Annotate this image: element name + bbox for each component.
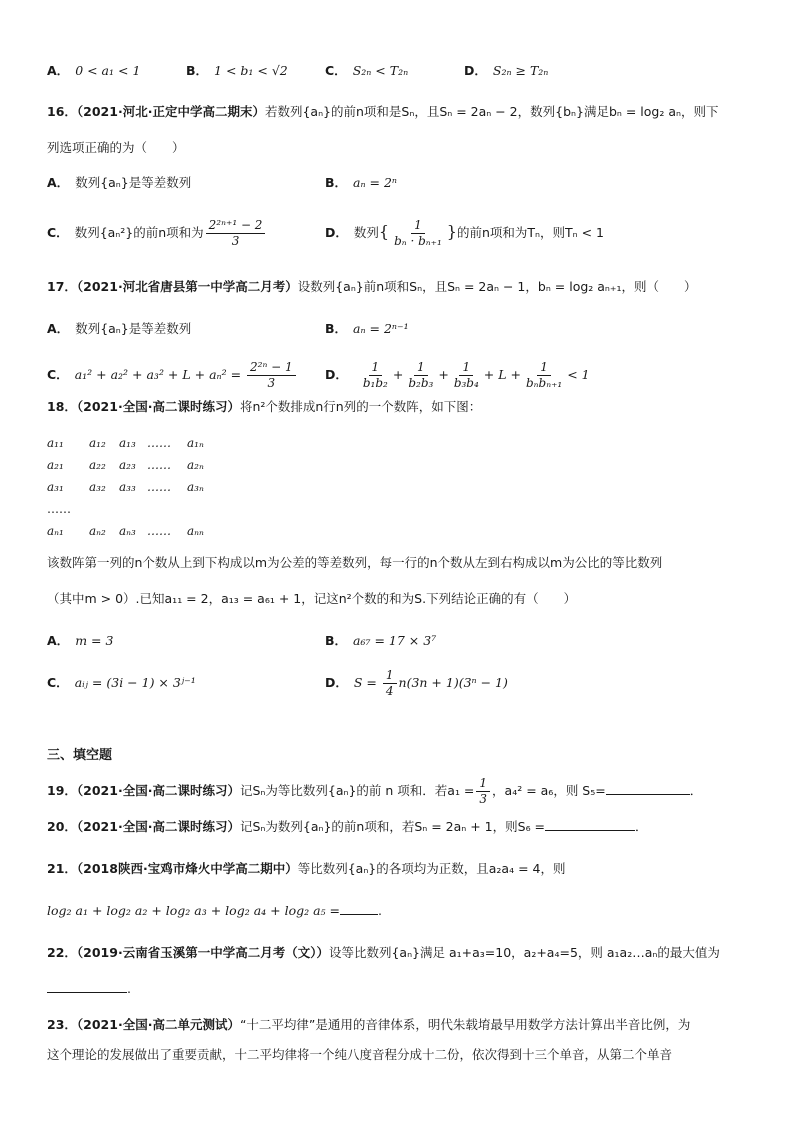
q20-stem: 20．（2021·全国·高二课时练习）记Sₙ为数列{aₙ}的前n项和，若Sₙ = 2aₙ + 1，则S₆ = ．	[47, 819, 648, 834]
q18-option-b: B． a₆₇ = 17 × 3⁷	[325, 633, 437, 648]
document-page: A． 0 < a₁ < 1 B． 1 < b₁ < √2 C． S₂ₙ < T₂ₙ D． S₂ₙ ≥ T₂ₙ 16．（2021·河北·正定中学高二期末）若数列{aₙ}的前n项和是Sₙ，且Sₙ = 2aₙ − 2，数列{bₙ}满足bₙ = log₂ aₙ，则下 列选项正确的为（ ） A． 数列{aₙ}是等差数列 B． aₙ = 2ⁿ C． 数列{aₙ²}的前n项和为 $\frac{\text{2²ⁿ⁺¹ − 2}}{3}$ D． 数列{ $\frac{1}{\text{bₙ · bₙ₊₁}}$ }的前n项和为Tₙ，则Tₙ < 1 17．（2021·河北省唐县第一中学高二月考）设数列{aₙ}前n项和Sₙ，且Sₙ = 2aₙ − 1，bₙ = log₂ aₙ₊₁，则（ ） A． 数列{aₙ}是等差数列 B． aₙ = 2ⁿ⁻¹ C． a₁² + a₂² + a₃² + L + aₙ² = $\frac{\text{2²ⁿ − 1}}{3}$ D． $\frac{1}{\text{b₁b₂}}$ + $\frac{1}{\text{b₂b₃}}$ + $\frac{1}{\text{b₃b₄}}$ + L + $\frac{1}{\text{bₙbₙ₊₁}}$ < 1 18．（2021·全国·高二课时练习）将n²个数排成n行n列的一个数阵，如下图： a₁₁ a₁₂ a₁₃ …… a₁ₙ a₂₁ a₂₂ a₂₃ …… a₂ₙ a₃₁ a₃₂ a₃₃ …… a₃ₙ …… aₙ₁ aₙ₂ aₙ₃ …… aₙₙ 该数阵第一列的n个数从上到下构成以m为公差的等差数列，每一行的n个数从左到右构成以m为公比的等比数列 （其中m > 0）.已知a₁₁ = 2，a₁₃ = a₆₁ + 1，记这n²个数的和为S.下列结论正确的有（ ） A． m = 3 B． a₆₇ = 17 × 3⁷ C． aᵢⱼ = (3i − 1) × 3ʲ⁻¹ D． S = $\frac{1}{4}$ n(3n + 1)(3ⁿ − 1) 三、填空题 19．（2021·全国·高二课时练习）记Sₙ为等比数列{aₙ}的前 n 项和．若a₁ = $\frac{1}{3}$ ，a₄² = a₆，则 S₅= ． 20．（2021·全国·高二课时练习）记Sₙ为数列{aₙ}的前n项和，若Sₙ = 2aₙ + 1，则S₆ = ． 21．（2018陕西·宝鸡市烽火中学高二期中）等比数列{aₙ}的各项均为正数，且a₂a₄ = 4，则 log₂ a₁ + log₂ a₂ + log₂ a₃ + log₂ a₄ + log₂ a₅ = . 22．（2019·云南省玉溪第一中学高二月考（文））设等比数列{aₙ}满足 a₁+a₃=10，a₂+a₄=5，则 a₁a₂…aₙ的最大值为 . 23．（2021·全国·高二单元测试）“十二平均律”是通用的音律体系，明代朱载堉最早用数学方法计算出半音比例，为 这个理论的发展做出了重要贡献，十二平均律将一个纯八度音程分成十二份，依次得到十三个单音，从第二个单音	[47, 63, 720, 1062]
answer-blank[interactable]	[606, 782, 690, 795]
q17-d-term-1: $\frac{1}{\text{b₁b₂}}$	[362, 360, 388, 390]
q15-option-a: A． 0 < a₁ < 1	[47, 63, 141, 78]
q19-fraction: $\frac{1}{3}$	[476, 776, 490, 807]
q17-c-fraction: $\frac{\text{2²ⁿ − 1}}{3}$	[247, 360, 296, 391]
section-heading: 三、填空题	[47, 748, 113, 763]
q17-option-a: A． 数列{aₙ}是等差数列	[47, 321, 192, 336]
q16-option-b: B． aₙ = 2ⁿ	[325, 175, 397, 190]
q22-answer-line: .	[47, 980, 131, 998]
q18-option-c: C． aᵢⱼ = (3i − 1) × 3ʲ⁻¹	[47, 675, 196, 690]
answer-blank[interactable]	[47, 980, 127, 993]
q15-option-b: B． 1 < b₁ < √2	[186, 63, 288, 78]
q16-option-c: C． 数列{aₙ²}的前n项和为 $\frac{\text{2²ⁿ⁺¹ − 2}}{3}$	[47, 218, 267, 249]
q18-description: 该数阵第一列的n个数从上到下构成以m为公差的等差数列，每一行的n个数从左到右构成以m为公比的等比数列	[47, 555, 663, 570]
q17-stem: 17．（2021·河北省唐县第一中学高二月考）设数列{aₙ}前n项和Sₙ，且Sₙ = 2aₙ − 1，bₙ = log₂ aₙ₊₁，则（ ）	[47, 279, 697, 294]
q15-option-c: C． S₂ₙ < T₂ₙ	[325, 63, 409, 78]
q16-c-fraction: $\frac{\text{2²ⁿ⁺¹ − 2}}{3}$	[206, 218, 266, 249]
q18-option-a: A． m = 3	[47, 633, 114, 648]
q17-option-c: C． a₁² + a₂² + a₃² + L + aₙ² = $\frac{\text{2²ⁿ − 1}}{3}$	[47, 360, 298, 391]
q16-option-a: A． 数列{aₙ}是等差数列	[47, 175, 192, 190]
q17-d-term-2: $\frac{1}{\text{b₂b₃}}$	[408, 360, 434, 390]
q22-stem: 22．（2019·云南省玉溪第一中学高二月考（文））设等比数列{aₙ}满足 a₁+a₃=10，a₂+a₄=5，则 a₁a₂…aₙ的最大值为	[47, 945, 720, 960]
q23-stem-cont: 这个理论的发展做出了重要贡献，十二平均律将一个纯八度音程分成十二份，依次得到十三个单音，从第二个单音	[47, 1047, 673, 1062]
answer-blank[interactable]	[545, 818, 635, 831]
q17-d-term-last: $\frac{1}{\text{bₙbₙ₊₁}}$	[526, 360, 563, 390]
q18-description-cont: （其中m > 0）.已知a₁₁ = 2，a₁₃ = a₆₁ + 1，记这n²个数的和为S.下列结论正确的有（ ）	[47, 591, 577, 606]
q18-stem: 18．（2021·全国·高二课时练习）将n²个数排成n行n列的一个数阵，如下图：	[47, 399, 482, 414]
q23-stem: 23．（2021·全国·高二单元测试）“十二平均律”是通用的音律体系，明代朱载堉最早用数学方法计算出半音比例，为	[47, 1017, 691, 1032]
q17-option-d: D． $\frac{1}{\text{b₁b₂}}$ + $\frac{1}{\text{b₂b₃}}$ + $\frac{1}{\text{b₃b₄}}$ + L + $\frac{1}{\text{bₙbₙ₊₁}}$ < 1	[325, 360, 590, 390]
q18-d-fraction: $\frac{1}{4}$	[383, 668, 397, 699]
q16-option-d: D． 数列{ $\frac{1}{\text{bₙ · bₙ₊₁}}$ }的前n项和为Tₙ，则Tₙ < 1	[325, 218, 604, 248]
q17-d-term-3: $\frac{1}{\text{b₃b₄}}$	[453, 360, 479, 390]
q17-option-b: B． aₙ = 2ⁿ⁻¹	[325, 321, 409, 336]
answer-blank[interactable]	[340, 902, 378, 915]
q15-option-d: D． S₂ₙ ≥ T₂ₙ	[464, 63, 549, 78]
q16-stem: 16．（2021·河北·正定中学高二期末）若数列{aₙ}的前n项和是Sₙ，且Sₙ = 2aₙ − 2，数列{bₙ}满足bₙ = log₂ aₙ，则下	[47, 104, 719, 119]
q21-expression: log₂ a₁ + log₂ a₂ + log₂ a₃ + log₂ a₄ + log₂ a₅ = .	[47, 903, 382, 918]
q16-d-fraction: $\frac{1}{\text{bₙ · bₙ₊₁}}$	[394, 218, 442, 248]
q16-stem-cont: 列选项正确的为（ ）	[47, 140, 185, 155]
q21-stem: 21．（2018陕西·宝鸡市烽火中学高二期中）等比数列{aₙ}的各项均为正数，且a₂a₄ = 4，则	[47, 861, 566, 876]
q18-option-d: D． S = $\frac{1}{4}$ n(3n + 1)(3ⁿ − 1)	[325, 668, 508, 698]
q19-stem: 19．（2021·全国·高二课时练习）记Sₙ为等比数列{aₙ}的前 n 项和．若a₁ = $\frac{1}{3}$ ，a₄² = a₆，则 S₅= ．	[47, 776, 703, 806]
